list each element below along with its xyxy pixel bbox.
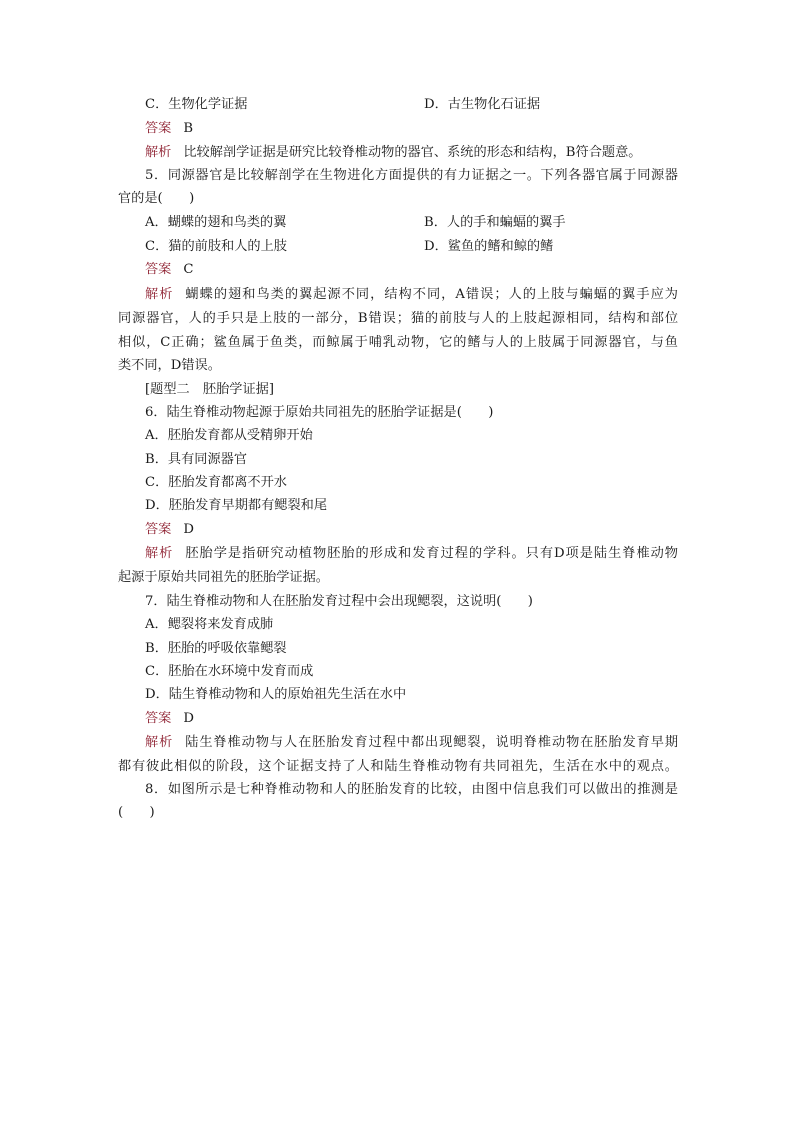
q6-option-b[interactable]: B．具有同源器官 bbox=[145, 452, 248, 467]
q7-option-c-row bbox=[0, 660, 794, 684]
q7-option-a[interactable]: A．鳃裂将来发育成肺 bbox=[145, 617, 274, 632]
q6-option-d-row bbox=[0, 494, 794, 518]
q7-option-b-row bbox=[0, 637, 794, 661]
q6-analysis-line2: 起源于原始共同祖先的胚胎学证据。 bbox=[118, 570, 329, 585]
analysis-label: 解析 bbox=[145, 735, 174, 750]
q4-answer bbox=[0, 117, 794, 141]
q7-option-d[interactable]: D．陆生脊椎动物和人的原始祖先生活在水中 bbox=[145, 687, 407, 702]
answer-value: D bbox=[183, 711, 194, 726]
q7-option-a-row bbox=[0, 613, 794, 637]
q5-analysis-line1: 解析 蝴蝶的翅和鸟类的翼起源不同，结构不同，A错误；人的上肢与蝙蝠的翼手应为 bbox=[145, 287, 678, 302]
q5-option-a[interactable]: A．蝴蝶的翅和鸟类的翼 bbox=[145, 215, 287, 230]
q7-analysis-line2: 都有彼此相似的阶段，这个证据支持了人和陆生脊椎动物有共同祖先，生活在水中的观点。 bbox=[118, 759, 678, 774]
q5-option-c[interactable]: C．猫的前肢和人的上肢 bbox=[145, 239, 287, 254]
q5-answer bbox=[0, 258, 794, 282]
q5-option-d[interactable]: D．鲨鱼的鳍和鲸的鳍 bbox=[424, 239, 554, 254]
q4-option-c[interactable]: C．生物化学证据 bbox=[145, 97, 248, 112]
q5-options-row2 bbox=[0, 235, 794, 259]
analysis-label: 解析 bbox=[145, 145, 172, 160]
q6-option-d[interactable]: D．胚胎发育早期都有鳃裂和尾 bbox=[145, 498, 328, 513]
q8-stem-line2: ( ) bbox=[118, 805, 155, 820]
q7-option-d-row bbox=[0, 683, 794, 707]
q5-option-b[interactable]: B．人的手和蝙蝠的翼手 bbox=[424, 215, 566, 230]
q4-analysis bbox=[0, 141, 794, 165]
analysis-text: 比较解剖学证据是研究比较脊椎动物的器官、系统的形态和结构，B符合题意。 bbox=[183, 145, 642, 160]
q5-analysis-line4: 类不同，D错误。 bbox=[118, 358, 221, 373]
answer-value: B bbox=[183, 121, 194, 136]
q7-option-b[interactable]: B．胚胎的呼吸依靠鳃裂 bbox=[145, 641, 287, 656]
q4-option-d[interactable]: D．古生物化石证据 bbox=[424, 97, 541, 112]
analysis-label: 解析 bbox=[145, 546, 174, 561]
q7-analysis-line1: 解析 陆生脊椎动物与人在胚胎发育过程中都出现鳃裂，说明脊椎动物在胚胎发育早期 bbox=[145, 735, 679, 750]
q6-option-b-row bbox=[0, 448, 794, 472]
answer-label: 答案 bbox=[145, 262, 172, 277]
answer-label: 答案 bbox=[145, 121, 172, 136]
q6-option-a[interactable]: A．胚胎发育都从受精卵开始 bbox=[145, 428, 313, 443]
q5-analysis-line3: 相似，C正确；鲨鱼属于鱼类，而鲸属于哺乳动物，它的鳍与人的上肢属于同源器官，与鱼 bbox=[118, 335, 678, 350]
q6-stem: 6．陆生脊椎动物起源于原始共同祖先的胚胎学证据是( ) bbox=[145, 405, 494, 420]
q8-stem-line1: 8．如图所示是七种脊椎动物和人的胚胎发育的比较，由图中信息我们可以做出的推测是 bbox=[145, 782, 678, 797]
answer-label: 答案 bbox=[145, 711, 172, 726]
analysis-label: 解析 bbox=[145, 287, 174, 302]
section-heading: [题型二 胚胎学证据] bbox=[145, 382, 274, 397]
answer-label: 答案 bbox=[145, 522, 172, 537]
q6-option-a-row bbox=[0, 424, 794, 448]
q5-stem-line2: 官的是( ) bbox=[118, 191, 195, 206]
q6-option-c[interactable]: C．胚胎发育都离不开水 bbox=[145, 475, 287, 490]
q6-analysis-line1: 解析 胚胎学是指研究动植物胚胎的形成和发育过程的学科。只有D项是陆生脊椎动物 bbox=[145, 546, 678, 561]
answer-value: C bbox=[183, 262, 194, 277]
q4-options-row bbox=[0, 93, 794, 117]
q6-option-c-row bbox=[0, 471, 794, 495]
q5-options-row1 bbox=[0, 211, 794, 235]
q6-answer bbox=[0, 518, 794, 542]
q7-answer bbox=[0, 707, 794, 731]
q7-stem: 7．陆生脊椎动物和人在胚胎发育过程中会出现鳃裂，这说明( ) bbox=[145, 594, 533, 609]
q5-analysis-line2: 同源器官，人的手只是上肢的一部分，B错误；猫的前肢与人的上肢起源相同，结构和部位 bbox=[118, 311, 678, 326]
q7-option-c[interactable]: C．胚胎在水环境中发育而成 bbox=[145, 664, 314, 679]
answer-value: D bbox=[183, 522, 194, 537]
q5-stem-line1: 5．同源器官是比较解剖学在生物进化方面提供的有力证据之一。下列各器官属于同源器 bbox=[145, 168, 678, 183]
